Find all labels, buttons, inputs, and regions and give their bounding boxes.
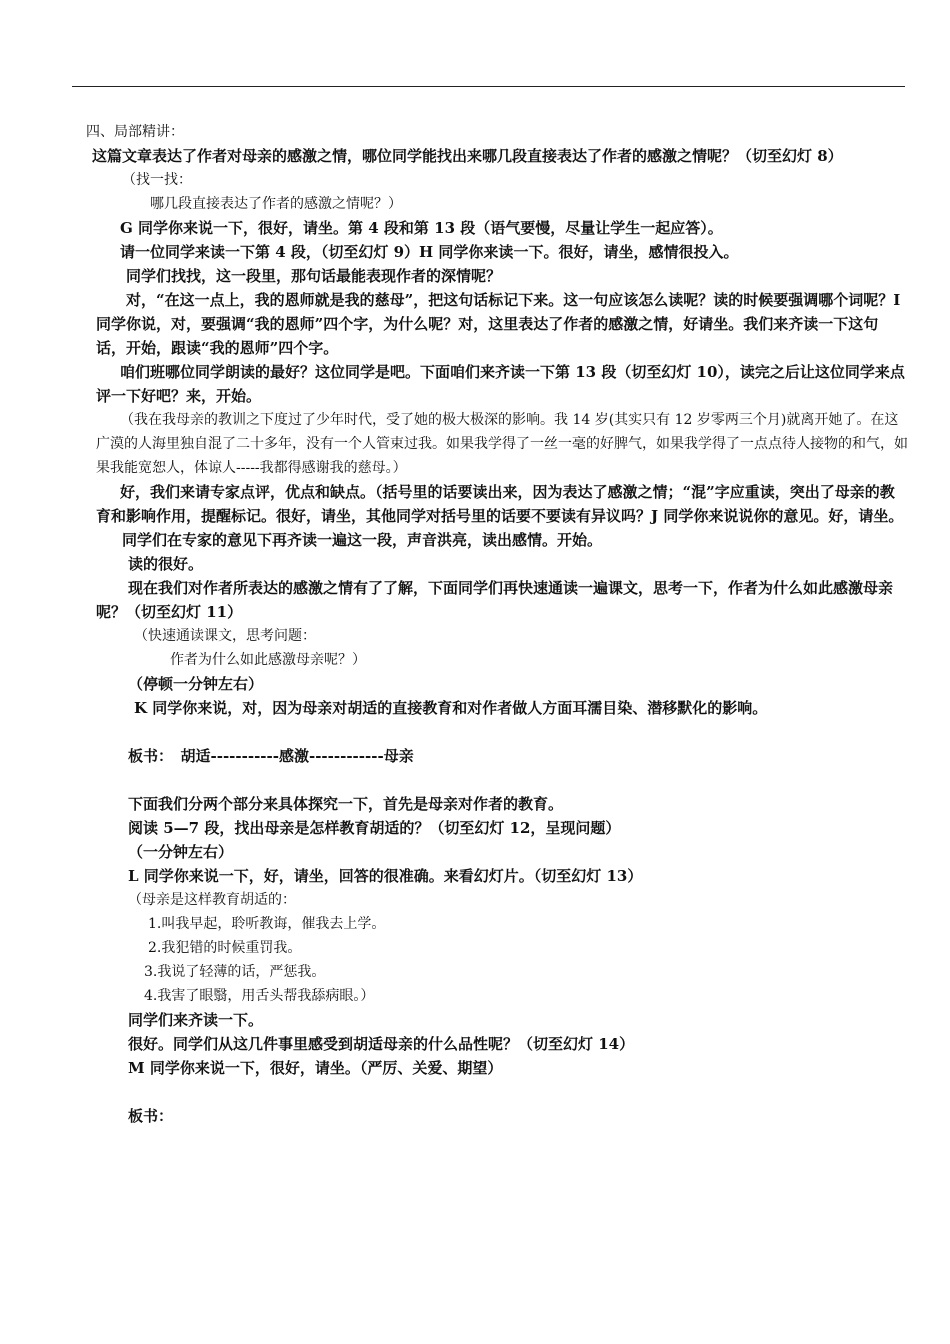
paragraph: G 同学你来说一下，很好，请坐。第 4 段和第 13 段（语气要慢，尽量让学生一起应答）。 — [120, 219, 723, 237]
paragraph-text: 这篇文章表达了作者对母亲的感激之情，哪位同学能找出来哪几段直接表达了作者的感激之情呢？（切至幻灯 8） — [92, 147, 843, 165]
section-heading: 四、局部精讲： — [86, 124, 184, 140]
slide-box-line: （快速通读课文，思考问题： — [134, 628, 316, 644]
paragraph: 咱们班哪位同学朗读的最好？这位同学是吧。下面咱们来齐读一下第 13 段（切至幻灯 10），读完之后让这位同学来点评一下好吧？来，开始。 — [96, 363, 905, 405]
paragraph: （停顿一分钟左右） — [128, 675, 264, 693]
paragraph: 请一位同学来读一下第 4 段，（切至幻灯 9）H 同学你来读一下。很好，请坐，感情很投入。 — [120, 243, 739, 261]
blank-line — [72, 720, 908, 744]
document-body — [72, 120, 908, 1128]
header-rule — [72, 86, 905, 87]
paragraph — [44, 144, 908, 168]
paragraph: 读的很好。 — [128, 555, 204, 573]
slide-box-line: （找一找： — [122, 172, 192, 188]
paragraph: 对，“在这一点上，我的恩师就是我的慈母”，把这句话标记下来。这一句应该怎么读呢？读的时候要强调哪个词呢？I 同学你说，对，要强调“我的恩师”四个字，为什么呢？对，这里表达了作者的感激之情，好请坐。我们来齐读一下这句话，开始，跟读“我的恩师”四个字。 — [96, 291, 901, 357]
paragraph: 很好。同学们从这几件事里感受到胡适母亲的什么品性呢？（切至幻灯 14） — [128, 1035, 635, 1053]
board-note: 板书： 胡适-----------感激------------母亲 — [128, 747, 414, 765]
paragraph: 现在我们对作者所表达的感激之情有了了解，下面同学们再快速通读一遍课文，思考一下，作者为什么如此感激母亲呢？（切至幻灯 11） — [96, 579, 894, 621]
blank-line — [72, 768, 908, 792]
blank-line — [72, 1080, 908, 1104]
slide-box-line: 作者为什么如此感激母亲呢？） — [170, 652, 366, 668]
slide-box-line: （母亲是这样教育胡适的： — [128, 892, 296, 908]
paragraph: 阅读 5—7 段，找出母亲是怎样教育胡适的？（切至幻灯 12，呈现问题） — [128, 819, 621, 837]
quoted-passage: （我在我母亲的教训之下度过了少年时代，受了她的极大极深的影响。我 14 岁(其实只有 12 岁零两三个月)就离开她了。在这广漠的人海里独自混了二十多年，没有一个人管束过我。如果我学得了一丝一毫的好脾气，如果我学得了一点点待人接物的和气，如果我能宽恕人，体谅人-----我都得感谢我的慈母。） — [96, 412, 908, 476]
paragraph: 同学们找找，这一段里，那句话最能表现作者的深情呢？ — [126, 267, 502, 285]
paragraph: 同学们来齐读一下。 — [128, 1011, 264, 1029]
paragraph: 下面我们分两个部分来具体探究一下，首先是母亲对作者的教育。 — [128, 795, 564, 813]
paragraph: 好，我们来请专家点评，优点和缺点。（括号里的话要读出来，因为表达了感激之情；“混”字应重读，突出了母亲的教育和影响作用，提醒标记。很好，请坐，其他同学对括号里的话要不要读有异议吗？J 同学你来说说你的意见。好，请坐。 — [96, 483, 904, 525]
paragraph: 同学们在专家的意见下再齐读一遍这一段，声音洪亮，读出感情。开始。 — [122, 531, 603, 549]
list-item: 4.我害了眼翳，用舌头帮我舔病眼。） — [144, 988, 375, 1004]
slide-box-line: 哪几段直接表达了作者的感激之情呢？） — [150, 196, 402, 212]
paragraph: M 同学你来说一下，很好，请坐。（严厉、关爱、期望） — [128, 1059, 503, 1077]
board-note: 板书： — [128, 1107, 174, 1125]
paragraph: （一分钟左右） — [128, 843, 234, 861]
paragraph: K 同学你来说，对，因为母亲对胡适的直接教育和对作者做人方面耳濡目染、潜移默化的影响。 — [134, 699, 768, 717]
list-item: 2.我犯错的时候重罚我。 — [148, 940, 302, 956]
list-item: 1.叫我早起，聆听教诲，催我去上学。 — [148, 916, 386, 932]
list-item: 3.我说了轻薄的话，严惩我。 — [144, 964, 326, 980]
paragraph: L 同学你来说一下，好，请坐，回答的很准确。来看幻灯片。（切至幻灯 13） — [128, 867, 643, 885]
